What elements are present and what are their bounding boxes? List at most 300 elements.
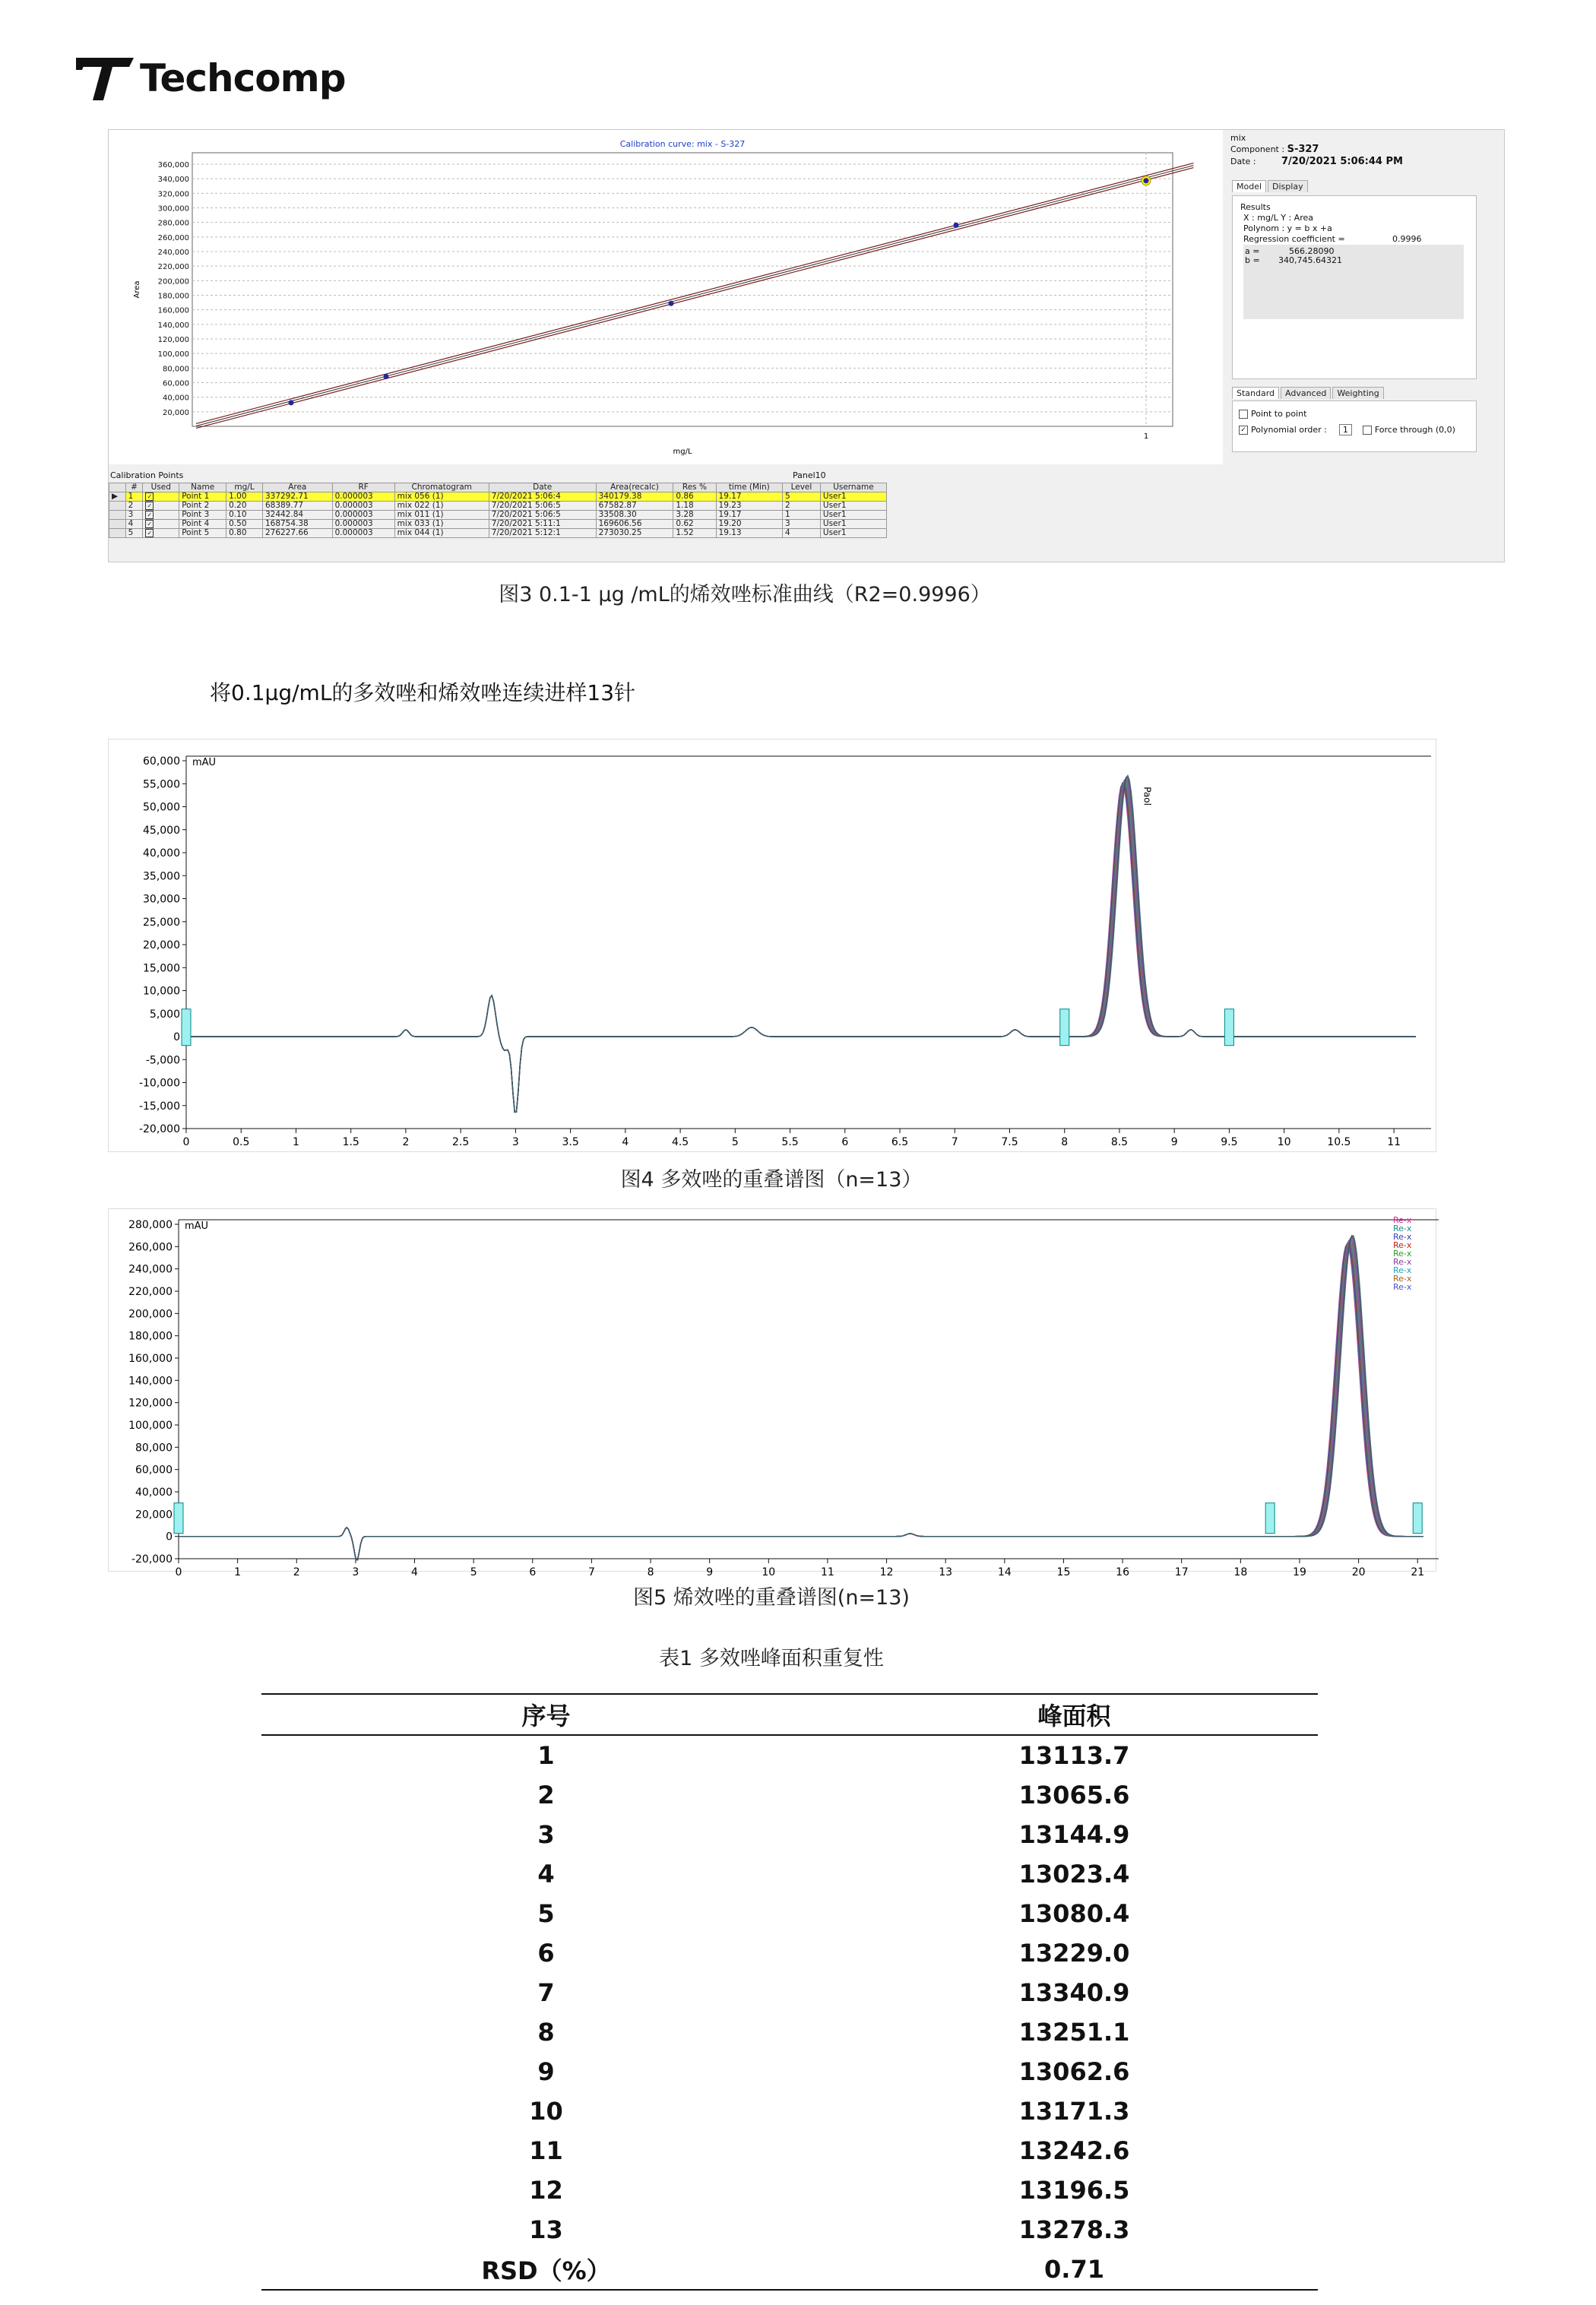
- x-tick-label: 0.5: [233, 1136, 250, 1148]
- y-tick-label: 45,000: [143, 824, 180, 837]
- integration-event-marker: [1060, 1009, 1069, 1046]
- table-row: [261, 1854, 1318, 1894]
- x-tick-label: 0: [175, 1566, 182, 1578]
- cp-cell: mix 022 (1): [394, 502, 489, 511]
- row-index: 2: [537, 1781, 555, 1809]
- fig4-trace: [186, 777, 1416, 1112]
- x-tick-label: 1: [234, 1566, 242, 1578]
- row-pointer: [109, 502, 126, 511]
- y-tick-label: 0: [166, 1531, 173, 1544]
- fig4-chart: [109, 739, 1436, 1151]
- peak-area: 13278.3: [1018, 2215, 1130, 2244]
- x-tick-label: 11: [821, 1566, 834, 1578]
- legend-entry: Re-x: [1393, 1249, 1412, 1259]
- y-tick-label: 280,000: [128, 1219, 173, 1231]
- cp-cell: mix 044 (1): [394, 529, 489, 538]
- x-tick-label: 3.5: [562, 1136, 579, 1148]
- row-index: 12: [529, 2176, 563, 2205]
- cp-cell: mix 011 (1): [394, 511, 489, 520]
- fig5-trace: [179, 1236, 1423, 1559]
- peak-area: 13080.4: [1018, 1899, 1130, 1928]
- cp-cell: User1: [820, 520, 886, 529]
- x-tick-label: 20: [1351, 1566, 1366, 1578]
- tab-advanced[interactable]: Advanced: [1281, 387, 1331, 399]
- x-tick-label: 6.5: [891, 1136, 909, 1148]
- y-tick-label: 40,000: [163, 394, 189, 403]
- peak-area: 0.71: [831, 2250, 1318, 2290]
- component-value: S-327: [1287, 144, 1319, 155]
- legend-entry: Re-x: [1393, 1224, 1412, 1233]
- calibration-chart: [109, 130, 1223, 464]
- table-row: [261, 2131, 1318, 2170]
- logo-text: Techcomp: [140, 56, 346, 100]
- row-pointer: ▶: [109, 492, 126, 502]
- y-tick-label: 300,000: [157, 204, 189, 214]
- x-tick-label: 4: [411, 1566, 418, 1578]
- cp-cell: 5: [783, 492, 821, 502]
- row-index: 5: [537, 1899, 555, 1928]
- y-tick-label: 140,000: [157, 321, 189, 330]
- peak-area: 13065.6: [1018, 1781, 1130, 1809]
- tab-weighting[interactable]: Weighting: [1332, 387, 1383, 399]
- xy-label: X : mg/L Y : Area: [1243, 213, 1313, 223]
- fig5-trace: [179, 1240, 1423, 1560]
- cp-cell: 276227.66: [262, 529, 332, 538]
- x-tick-label: 0: [182, 1136, 190, 1148]
- y-tick-label: -10,000: [138, 1077, 180, 1090]
- cp-cell: 168754.38: [262, 520, 332, 529]
- x-tick-label: 6: [529, 1566, 537, 1578]
- peak-area: 13229.0: [1018, 1939, 1130, 1968]
- fit-line-lower: [196, 168, 1194, 429]
- cp-cell: 169606.56: [596, 520, 673, 529]
- cp-cell: 0.50: [226, 520, 263, 529]
- col-header-area: 峰面积: [831, 1694, 1318, 1735]
- cp-cell: 0.000003: [332, 520, 394, 529]
- table-row: [261, 1735, 1318, 1775]
- peak-area: 13340.9: [1018, 1978, 1130, 2007]
- cp-cell: 7/20/2021 5:06:4: [489, 492, 596, 502]
- y-tick-label: 200,000: [128, 1308, 173, 1321]
- fig5-trace: [179, 1239, 1423, 1559]
- cp-col-header: Username: [820, 483, 886, 492]
- fig5-chromatogram: [108, 1208, 1436, 1578]
- x-tick-label: 2.5: [452, 1136, 470, 1148]
- legend-entry: Re-x: [1393, 1282, 1412, 1292]
- cp-row[interactable]: [109, 520, 887, 529]
- x-tick-label: 13: [939, 1566, 953, 1578]
- date-value: 7/20/2021 5:06:44 PM: [1281, 156, 1403, 167]
- cp-cell: 337292.71: [262, 492, 332, 502]
- fig4-trace: [186, 784, 1416, 1112]
- regression-value: 0.9996: [1392, 234, 1422, 244]
- y-tick-label: 260,000: [157, 233, 189, 242]
- cp-cell: 1: [125, 492, 143, 502]
- y-tick-label: 30,000: [143, 893, 180, 906]
- peak-label: Paol: [1142, 787, 1153, 806]
- fig5-trace: [179, 1245, 1423, 1560]
- y-tick-label: 15,000: [143, 962, 180, 975]
- b-value: 340,745.64321: [1278, 255, 1342, 265]
- y-tick-label: 20,000: [143, 939, 180, 951]
- regression-label: Regression coefficient =: [1243, 234, 1345, 244]
- x-tick-label: 1: [1143, 432, 1149, 441]
- y-tick-label: 0: [173, 1031, 180, 1043]
- y-tick-label: 20,000: [135, 1509, 173, 1521]
- cp-cell: 67582.87: [596, 502, 673, 511]
- x-tick-label: 9.5: [1221, 1136, 1238, 1148]
- integration-event-marker: [182, 1009, 191, 1046]
- y-tick-label: -15,000: [138, 1100, 180, 1113]
- fig5-caption: 图5 烯效唑的重叠谱图(n=13): [633, 1586, 910, 1610]
- cp-cell: 1.18: [673, 502, 716, 511]
- fig5-trace: [179, 1238, 1423, 1559]
- cp-cell: mix 033 (1): [394, 520, 489, 529]
- x-tick-label: 1: [293, 1136, 299, 1148]
- fig5-trace: [179, 1241, 1423, 1560]
- cp-col-header: Used: [143, 483, 179, 492]
- table-row: [261, 1894, 1318, 1933]
- fig4-trace: [186, 783, 1416, 1112]
- calibration-points-table: [109, 483, 887, 538]
- cp-cell: 0.10: [226, 511, 263, 520]
- peak-area: 13196.5: [1018, 2176, 1130, 2205]
- x-tick-label: 3: [352, 1566, 359, 1578]
- cp-cell: User1: [820, 529, 886, 538]
- fig4-trace: [186, 778, 1416, 1112]
- cp-cell: 19.20: [716, 520, 783, 529]
- y-tick-label: 35,000: [143, 870, 180, 883]
- y-tick-label: 55,000: [143, 778, 180, 791]
- cp-cell: 1.52: [673, 529, 716, 538]
- x-tick-label: 18: [1233, 1566, 1248, 1578]
- data-point: [1144, 178, 1149, 183]
- fig5-trace: [179, 1241, 1423, 1559]
- cp-cell: 4: [783, 529, 821, 538]
- cp-cell[interactable]: ✓: [143, 502, 179, 511]
- y-tick-label: 160,000: [128, 1353, 173, 1365]
- cp-cell: 19.13: [716, 529, 783, 538]
- cp-cell: 33508.30: [596, 511, 673, 520]
- peak-area: 13251.1: [1018, 2018, 1130, 2047]
- cp-cell: 0.000003: [332, 492, 394, 502]
- cp-col-header: time (Min): [716, 483, 783, 492]
- legend-entry: Re-x: [1393, 1215, 1412, 1225]
- row-index: 3: [537, 1820, 555, 1849]
- cp-cell: 0.000003: [332, 529, 394, 538]
- cp-cell: Point 4: [179, 520, 226, 529]
- y-tick-label: 80,000: [163, 365, 189, 374]
- cp-col-header: Area(recalc): [596, 483, 673, 492]
- cp-cell: 0.80: [226, 529, 263, 538]
- data-point: [289, 400, 294, 405]
- table-row: [261, 1775, 1318, 1815]
- x-tick-label: 7: [587, 1566, 595, 1578]
- x-tick-label: 10: [762, 1566, 776, 1578]
- cp-cell: 4: [125, 520, 143, 529]
- cp-cell: 7/20/2021 5:11:1: [489, 520, 596, 529]
- table-row: [261, 2250, 1318, 2290]
- standard-options: [1232, 401, 1477, 452]
- cp-cell: 3.28: [673, 511, 716, 520]
- x-tick-label: 4: [622, 1136, 629, 1148]
- cp-cell: 0.000003: [332, 502, 394, 511]
- y-tick-label: 5,000: [149, 1008, 180, 1021]
- table-row: [261, 1933, 1318, 1973]
- integration-event-marker: [1224, 1009, 1233, 1046]
- fig3-caption: 图3 0.1-1 µg /mL的烯效唑标准曲线（R2=0.9996）: [499, 583, 991, 606]
- cp-cell: Point 5: [179, 529, 226, 538]
- cp-cell[interactable]: ✓: [143, 492, 179, 502]
- force-through-checkbox[interactable]: [1363, 426, 1372, 435]
- fig5-trace: [179, 1236, 1423, 1559]
- table-row: [261, 1815, 1318, 1854]
- cp-col-header: mg/L: [226, 483, 263, 492]
- cp-row[interactable]: [109, 511, 887, 520]
- y-tick-label: 220,000: [128, 1286, 173, 1298]
- cp-row[interactable]: [109, 502, 887, 511]
- row-index: 1: [537, 1741, 555, 1770]
- cp-cell[interactable]: ✓: [143, 511, 179, 520]
- row-index: 8: [537, 2018, 555, 2047]
- date-label: Date :: [1230, 157, 1256, 166]
- cp-cell: Point 2: [179, 502, 226, 511]
- legend-entry: Re-x: [1393, 1240, 1412, 1250]
- polynom-label: Polynom : y = b x +a: [1243, 223, 1332, 233]
- legend-entry: Re-x: [1393, 1257, 1412, 1267]
- x-tick-label: 8.5: [1110, 1136, 1129, 1148]
- row-index: RSD（%）: [261, 2250, 831, 2290]
- component-label: Component :: [1230, 144, 1285, 154]
- results-label: Results: [1240, 202, 1271, 212]
- row-pointer: [109, 511, 126, 520]
- y-tick-label: 160,000: [157, 306, 189, 315]
- table-caption: 表1 多效唑峰面积重复性: [659, 1647, 884, 1670]
- row-index: 6: [537, 1939, 555, 1968]
- x-tick-label: 9: [706, 1566, 714, 1578]
- row-pointer: [109, 529, 126, 538]
- y-tick-label: 240,000: [128, 1263, 173, 1276]
- fig5-trace: [179, 1236, 1423, 1560]
- y-tick-label: 240,000: [157, 249, 189, 257]
- row-index: 7: [537, 1978, 555, 2007]
- x-tick-label: 5: [731, 1136, 739, 1148]
- cp-cell: 273030.25: [596, 529, 673, 538]
- table-row: [261, 2012, 1318, 2052]
- x-tick-label: 5: [470, 1566, 477, 1578]
- cp-cell: 0.62: [673, 520, 716, 529]
- fig4-trace: [186, 777, 1416, 1113]
- a-label: a =: [1245, 246, 1260, 256]
- x-tick-label: 2: [402, 1136, 410, 1148]
- cp-col-header: #: [125, 483, 143, 492]
- unit-label: mAU: [185, 1221, 209, 1232]
- cp-cell: 0.20: [226, 502, 263, 511]
- cp-col-header: Res %: [673, 483, 716, 492]
- cp-cell: 19.17: [716, 511, 783, 520]
- results-box: [1232, 195, 1477, 379]
- y-tick-label: 40,000: [135, 1487, 173, 1499]
- poly-order-stepper[interactable]: 1: [1339, 424, 1352, 435]
- cp-cell: mix 056 (1): [394, 492, 489, 502]
- row-index: 11: [529, 2136, 563, 2165]
- x-tick-label: 2: [293, 1566, 300, 1578]
- y-tick-label: -20,000: [131, 1553, 173, 1566]
- row-pointer: [109, 520, 126, 529]
- y-tick-label: 180,000: [157, 292, 189, 301]
- cp-col-header: Date: [489, 483, 596, 492]
- cp-cell: User1: [820, 502, 886, 511]
- cp-col-header: Chromatogram: [394, 483, 489, 492]
- cp-row[interactable]: [109, 529, 887, 538]
- fig4-trace: [186, 775, 1416, 1112]
- fig5-trace: [179, 1243, 1423, 1560]
- fig5-chart: [109, 1209, 1436, 1578]
- peak-area: 13113.7: [1018, 1741, 1130, 1770]
- peak-area: 13171.3: [1018, 2097, 1130, 2126]
- fit-line: [196, 166, 1194, 426]
- x-tick-label: 7.5: [1001, 1136, 1018, 1148]
- cp-cell[interactable]: ✓: [143, 529, 179, 538]
- y-tick-label: 360,000: [157, 161, 189, 169]
- x-tick-label: 10.5: [1327, 1136, 1351, 1148]
- chart-title: Calibration curve: mix - S-327: [619, 139, 746, 149]
- plot-frame: [192, 153, 1173, 426]
- peak-area: 13062.6: [1018, 2057, 1130, 2086]
- fig4-trace: [186, 780, 1416, 1113]
- cp-cell: 3: [783, 520, 821, 529]
- y-tick-label: 220,000: [157, 263, 189, 272]
- cp-cell: Point 3: [179, 511, 226, 520]
- cp-cell: 32442.84: [262, 511, 332, 520]
- cp-col-header: Name: [179, 483, 226, 492]
- y-tick-label: 50,000: [143, 801, 180, 814]
- polynomial-checkbox[interactable]: ✓: [1239, 426, 1248, 435]
- x-tick-label: 15: [1056, 1566, 1071, 1578]
- tab-standard[interactable]: Standard: [1232, 387, 1279, 399]
- cp-cell: 340179.38: [596, 492, 673, 502]
- cp-cell: 7/20/2021 5:06:5: [489, 511, 596, 520]
- x-tick-label: 8: [1061, 1136, 1069, 1148]
- integration-event-marker: [174, 1503, 183, 1534]
- fig5-trace: [179, 1243, 1423, 1559]
- paragraph: 将0.1µg/mL的多效唑和烯效唑连续进样13针: [210, 680, 636, 705]
- cp-cell: 0.000003: [332, 511, 394, 520]
- cp-cell: 2: [783, 502, 821, 511]
- x-tick-label: 7: [951, 1136, 958, 1148]
- techcomp-logo-icon: [76, 55, 135, 102]
- cp-cell: User1: [820, 492, 886, 502]
- y-tick-label: 60,000: [143, 755, 180, 768]
- fig4-trace: [186, 780, 1416, 1113]
- legend-entry: Re-x: [1393, 1232, 1412, 1242]
- x-tick-label: 6: [841, 1136, 849, 1148]
- y-tick-label: 40,000: [143, 847, 180, 860]
- fig5-trace: [179, 1243, 1423, 1559]
- table-row: [261, 1973, 1318, 2012]
- tab-model[interactable]: Model: [1232, 180, 1266, 192]
- panel-name: Panel10: [793, 470, 826, 480]
- cp-cell: 1: [783, 511, 821, 520]
- techcomp-logo: [76, 52, 346, 105]
- poly-order-label: Polynomial order :: [1251, 425, 1327, 435]
- cp-cell: 7/20/2021 5:12:1: [489, 529, 596, 538]
- y-tick-label: 120,000: [157, 336, 189, 344]
- cp-row[interactable]: [109, 492, 887, 502]
- x-tick-label: 9: [1170, 1136, 1178, 1148]
- data-point: [384, 374, 389, 379]
- x-tick-label: 5.5: [781, 1136, 799, 1148]
- row-pointer-header: [109, 483, 126, 492]
- fig4-trace: [186, 783, 1416, 1112]
- calibration-plot: [109, 130, 1223, 464]
- y-tick-label: 180,000: [128, 1330, 173, 1343]
- cp-cell: 1.00: [226, 492, 263, 502]
- y-tick-label: 340,000: [157, 176, 189, 185]
- y-tick-label: 60,000: [135, 1464, 173, 1477]
- data-point: [669, 301, 674, 306]
- tab-display[interactable]: Display: [1268, 180, 1308, 192]
- force-through-label: Force through (0,0): [1374, 425, 1455, 435]
- x-tick-label: 12: [879, 1566, 894, 1578]
- row-index: 4: [537, 1860, 555, 1889]
- fig4-trace: [186, 782, 1416, 1112]
- fig4-trace: [186, 780, 1416, 1113]
- table-row: [261, 2091, 1318, 2131]
- y-tick-label: 20,000: [163, 408, 189, 417]
- y-tick-label: 280,000: [157, 219, 189, 228]
- cp-col-header: Area: [262, 483, 332, 492]
- table-row: [261, 2170, 1318, 2210]
- point-to-point-label: Point to point: [1251, 409, 1307, 419]
- integration-event-marker: [1265, 1503, 1275, 1534]
- legend-entry: Re-x: [1393, 1274, 1412, 1284]
- fit-line-upper: [196, 163, 1194, 424]
- side-mix: mix: [1230, 133, 1246, 143]
- x-tick-label: 21: [1411, 1566, 1425, 1578]
- y-tick-label: 60,000: [163, 379, 189, 388]
- y-tick-label: 140,000: [128, 1375, 173, 1388]
- x-tick-label: 4.5: [671, 1136, 689, 1148]
- y-tick-label: 320,000: [157, 190, 189, 199]
- row-index: 13: [529, 2215, 563, 2244]
- cp-cell: 2: [125, 502, 143, 511]
- fig4-trace: [186, 777, 1416, 1112]
- unit-label: mAU: [192, 757, 217, 768]
- a-value: 566.28090: [1289, 246, 1335, 256]
- point-to-point-checkbox[interactable]: [1239, 410, 1248, 419]
- cp-cell: 7/20/2021 5:06:5: [489, 502, 596, 511]
- y-tick-label: -20,000: [138, 1123, 180, 1135]
- x-tick-label: 1.5: [342, 1136, 359, 1148]
- table-row: [261, 2210, 1318, 2250]
- x-tick-label: 3: [511, 1136, 519, 1148]
- cp-cell: 68389.77: [262, 502, 332, 511]
- fig4-caption: 图4 多效唑的重叠谱图（n=13）: [620, 1168, 923, 1192]
- calibration-side-panel: [1227, 130, 1504, 464]
- peak-area: 13242.6: [1018, 2136, 1130, 2165]
- x-tick-label: 11: [1387, 1136, 1401, 1148]
- x-tick-label: 16: [1116, 1566, 1129, 1578]
- cp-cell: 19.17: [716, 492, 783, 502]
- y-tick-label: 80,000: [135, 1442, 173, 1455]
- y-tick-label: 25,000: [143, 916, 180, 929]
- y-tick-label: 100,000: [157, 350, 189, 359]
- fig4-chromatogram: [108, 739, 1436, 1152]
- cp-cell[interactable]: ✓: [143, 520, 179, 529]
- coef-box: [1243, 245, 1464, 319]
- repeatability-table: [261, 1693, 1318, 2291]
